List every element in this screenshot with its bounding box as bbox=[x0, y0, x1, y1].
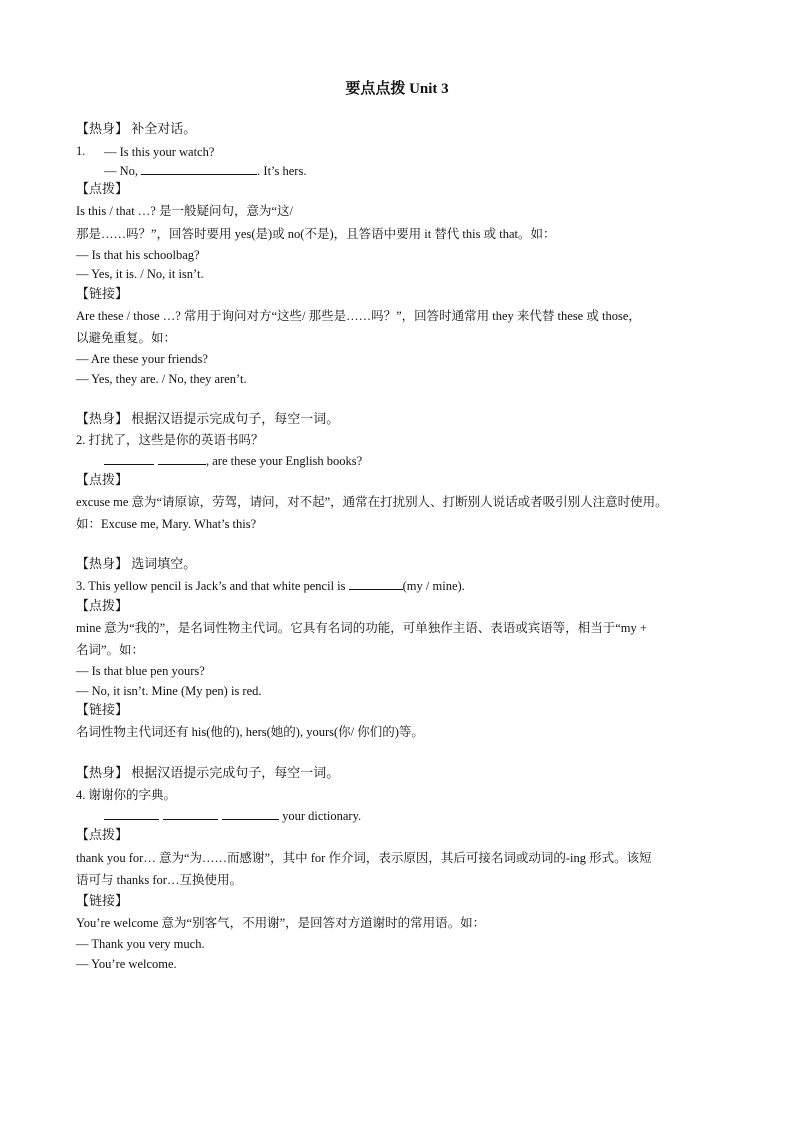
warmup-heading-1: 【热身】 补全对话。 bbox=[76, 121, 197, 136]
answer-blank[interactable] bbox=[141, 163, 257, 175]
answer-prefix: — No, bbox=[104, 164, 142, 178]
question-number-1: 1. bbox=[76, 144, 86, 158]
question-2-suffix: , are these your English books? bbox=[206, 454, 363, 468]
question-4-prompt: 4. 谢谢你的字典。 bbox=[76, 788, 177, 802]
answer-blank[interactable] bbox=[104, 808, 159, 820]
tip-3-line-2: 名词”。如： bbox=[76, 643, 145, 657]
tip-4-line-1: thank you for… 意为“为……而感谢”，其中 for 作介词，表示原因，其后可接名词或动词的-ing 形式。该短 bbox=[76, 851, 652, 865]
answer-suffix: . It’s hers. bbox=[257, 164, 307, 178]
link-4-example-2: — You’re welcome. bbox=[76, 957, 177, 971]
tip-heading-3: 【点拨】 bbox=[76, 598, 129, 613]
question-3 bbox=[76, 578, 465, 594]
tip-1-example-2: — Yes, it is. / No, it isn’t. bbox=[76, 267, 204, 281]
link-heading-3: 【链接】 bbox=[76, 702, 129, 717]
tip-3-example-1: — Is that blue pen yours? bbox=[76, 664, 205, 678]
answer-blank[interactable] bbox=[104, 453, 154, 465]
link-1-line-1: Are these / those …? 常用于询问对方“这些/ 那些是……吗？”，回答时通常用 they 来代替 these 或 those， bbox=[76, 309, 641, 323]
tip-1-line-2: 那是……吗？”，回答时要用 yes(是)或 no(不是)，且答语中要用 it 替代 this 或 that。如： bbox=[76, 227, 556, 241]
warmup-heading-2: 【热身】 根据汉语提示完成句子，每空一词。 bbox=[76, 411, 340, 426]
link-heading-4: 【链接】 bbox=[76, 893, 129, 908]
tip-4-line-2: 语可与 thanks for…互换使用。 bbox=[76, 873, 242, 887]
answer-blank[interactable] bbox=[349, 578, 403, 590]
question-1-answer bbox=[104, 163, 306, 179]
question-3-suffix: (my / mine). bbox=[402, 579, 465, 593]
tip-1-line-1: Is this / that …? 是一般疑问句，意为“这/ bbox=[76, 204, 293, 218]
link-heading-1: 【链接】 bbox=[76, 286, 129, 301]
tip-2-line-1: excuse me 意为“请原谅，劳驾，请问，对不起”，通常在打扰别人、打断别人说话或者吸引别人注意时使用。 bbox=[76, 495, 668, 509]
tip-1-example-1: — Is that his schoolbag? bbox=[76, 248, 200, 262]
tip-heading-2: 【点拨】 bbox=[76, 472, 129, 487]
question-2-fill bbox=[104, 453, 362, 469]
link-4-example-1: — Thank you very much. bbox=[76, 937, 205, 951]
question-4-fill bbox=[104, 808, 361, 824]
link-4-line-1: You’re welcome 意为“别客气，不用谢”，是回答对方道谢时的常用语。如： bbox=[76, 916, 486, 930]
question-1-prompt: — Is this your watch? bbox=[104, 145, 215, 159]
tip-heading-1: 【点拨】 bbox=[76, 181, 129, 196]
question-2-prompt: 2. 打扰了，这些是你的英语书吗？ bbox=[76, 433, 264, 447]
link-1-example-2: — Yes, they are. / No, they aren’t. bbox=[76, 372, 247, 386]
tip-heading-4: 【点拨】 bbox=[76, 827, 129, 842]
tip-2-line-2: 如：Excuse me, Mary. What’s this? bbox=[76, 517, 257, 531]
tip-3-example-2: — No, it isn’t. Mine (My pen) is red. bbox=[76, 684, 262, 698]
question-4-suffix: your dictionary. bbox=[279, 809, 362, 823]
link-1-example-1: — Are these your friends? bbox=[76, 352, 208, 366]
warmup-heading-3: 【热身】 选词填空。 bbox=[76, 556, 197, 571]
answer-blank[interactable] bbox=[158, 453, 206, 465]
link-3-line-1: 名词性物主代词还有 his(他的), hers(她的), yours(你/ 你们的)等。 bbox=[76, 725, 424, 739]
link-1-line-2: 以避免重复。如： bbox=[76, 331, 177, 345]
answer-blank[interactable] bbox=[222, 808, 279, 820]
question-3-prefix: 3. This yellow pencil is Jack’s and that white pencil is bbox=[76, 579, 349, 593]
tip-3-line-1: mine 意为“我的”，是名词性物主代词。它具有名词的功能，可单独作主语、表语或宾语等，相当于“my + bbox=[76, 621, 647, 635]
page-title: 要点点拨 Unit 3 bbox=[345, 81, 449, 97]
warmup-heading-4: 【热身】 根据汉语提示完成句子，每空一词。 bbox=[76, 765, 340, 780]
answer-blank[interactable] bbox=[163, 808, 218, 820]
